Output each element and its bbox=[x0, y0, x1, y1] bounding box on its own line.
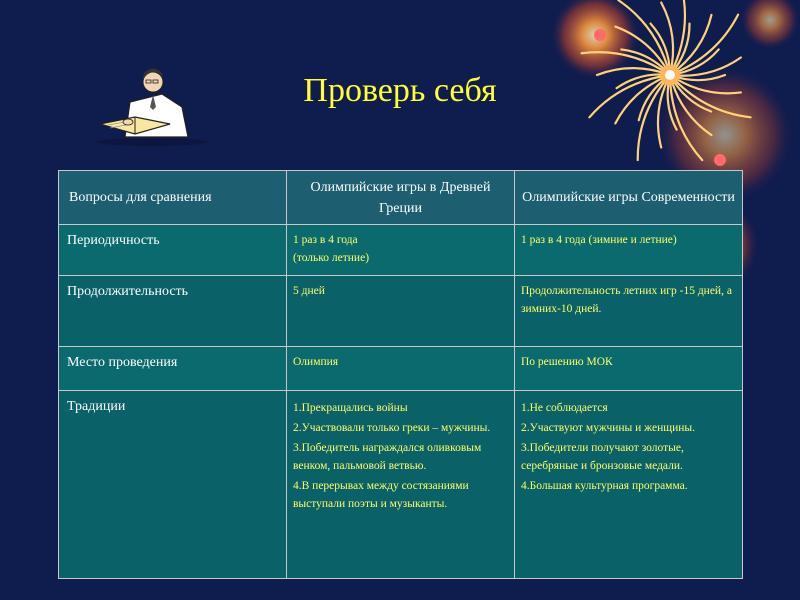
answer-line: 1 раз в 4 года (зимние и летние) bbox=[521, 234, 677, 246]
table-row bbox=[59, 225, 743, 276]
question-cell: Продолжительность bbox=[59, 276, 287, 347]
comparison-table bbox=[58, 170, 743, 579]
answer-line: 2.Участвуют мужчины и женщины. bbox=[521, 422, 695, 434]
answer-line: 5 дней bbox=[293, 285, 325, 297]
table-row bbox=[59, 347, 743, 391]
answer-line: 2.Участвовали только греки – мужчины. bbox=[293, 422, 491, 434]
answer-line: 3.Победитель награждался оливковым венком, пальмовой ветвью. bbox=[293, 442, 482, 472]
table-row bbox=[59, 391, 743, 579]
ancient-cell bbox=[287, 347, 515, 391]
answer-line: Олимпия bbox=[293, 356, 339, 368]
header-ancient: Олимпийские игры в Древней Греции bbox=[287, 171, 515, 225]
answer-line: По решению МОК bbox=[521, 356, 613, 368]
answer-line: 4.В перерывах между состязаниями выступали поэты и музыканты. bbox=[293, 480, 469, 510]
modern-cell bbox=[515, 347, 743, 391]
table-header-row bbox=[59, 171, 743, 225]
answer-line: 4.Большая культурная программа. bbox=[521, 480, 688, 492]
answer-line: 1.Прекращались войны bbox=[293, 402, 408, 414]
question-cell: Традиции bbox=[59, 391, 287, 579]
header-questions: Вопросы для сравнения bbox=[59, 171, 287, 225]
answer-line: 1.Не соблюдается bbox=[521, 402, 608, 414]
slide-title: Проверь себя bbox=[303, 72, 497, 109]
modern-cell bbox=[515, 225, 743, 276]
ancient-cell bbox=[287, 391, 515, 579]
table-row bbox=[59, 276, 743, 347]
ancient-cell bbox=[287, 276, 515, 347]
question-cell: Периодичность bbox=[59, 225, 287, 276]
modern-cell bbox=[515, 276, 743, 347]
answer-line: 3.Победители получают золотые, серебряные и бронзовые медали. bbox=[521, 442, 684, 472]
answer-line: Продолжительность летних игр -15 дней, а зимних-10 дней. bbox=[521, 285, 732, 315]
modern-cell bbox=[515, 391, 743, 579]
question-cell: Место проведения bbox=[59, 347, 287, 391]
header-modern: Олимпийские игры Современности bbox=[515, 171, 743, 225]
ancient-cell bbox=[287, 225, 515, 276]
answer-line: 1 раз в 4 года bbox=[293, 234, 358, 246]
answer-line: (только летние) bbox=[293, 252, 370, 264]
